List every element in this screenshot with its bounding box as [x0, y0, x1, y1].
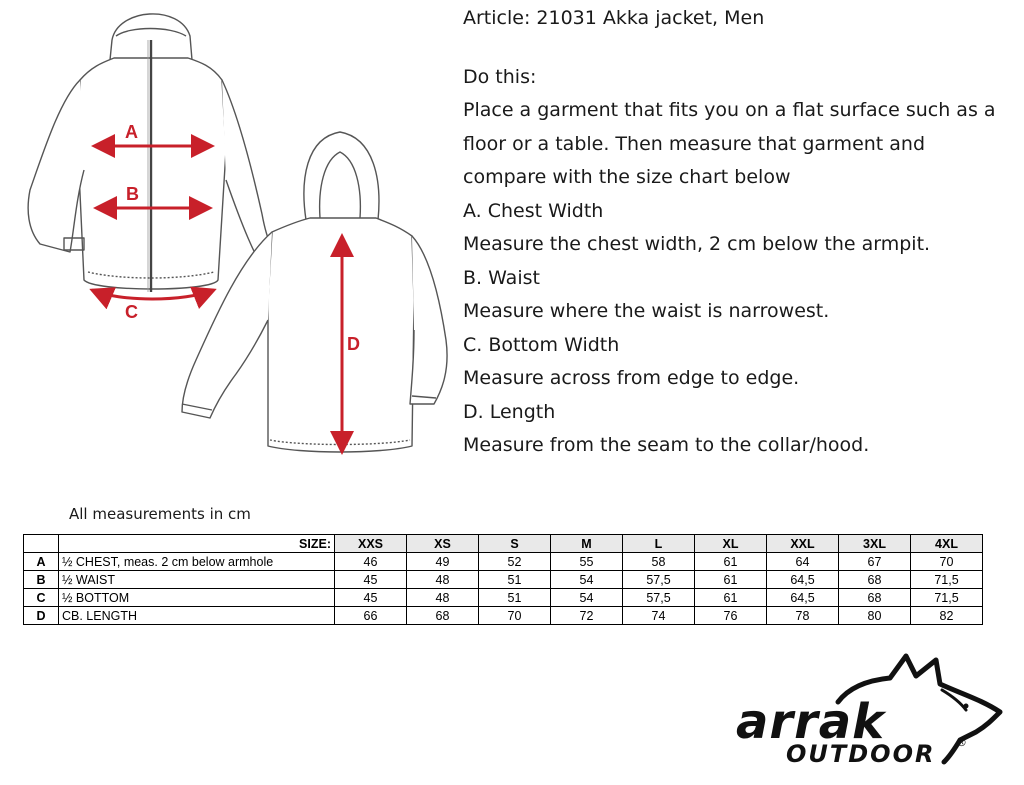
table-cell: 45	[335, 571, 407, 589]
table-cell: 74	[623, 607, 695, 625]
instruction-line: Measure the chest width, 2 cm below the armpit.	[463, 233, 931, 255]
instruction-heading-bottom: C. Bottom Width	[463, 333, 620, 356]
table-cell: 64	[767, 553, 839, 571]
arrak-outdoor-logo	[730, 650, 1010, 770]
instruction-line: Measure where the waist is narrowest.	[463, 300, 830, 322]
row-description: ½ CHEST, meas. 2 cm below armhole	[59, 553, 335, 571]
size-header: 3XL	[839, 535, 911, 553]
row-description: CB. LENGTH	[59, 607, 335, 625]
instruction-line: Measure from the seam to the collar/hood.	[463, 434, 870, 456]
bottom-arrow	[92, 290, 214, 299]
table-cell: 78	[767, 607, 839, 625]
size-header: L	[623, 535, 695, 553]
table-cell: 49	[407, 553, 479, 571]
instruction-line: floor or a table. Then measure that garment and	[463, 132, 926, 155]
instruction-line: Measure across from edge to edge.	[463, 367, 800, 389]
size-chart-table	[23, 534, 983, 625]
table-cell: 70	[479, 607, 551, 625]
table-row	[24, 571, 983, 589]
article-title: Article: 21031 Akka jacket, Men	[463, 7, 765, 29]
row-description: ½ BOTTOM	[59, 589, 335, 607]
table-cell: 68	[839, 571, 911, 589]
table-cell: 54	[551, 571, 623, 589]
table-row	[24, 589, 983, 607]
table-cell: 61	[695, 571, 767, 589]
table-cell: 54	[551, 589, 623, 607]
row-code: B	[24, 571, 59, 589]
table-cell: 58	[623, 553, 695, 571]
table-cell: 64,5	[767, 589, 839, 607]
jacket-measurement-illustration	[0, 0, 460, 500]
table-cell: 57,5	[623, 571, 695, 589]
label-d: D	[347, 334, 360, 354]
size-header: XL	[695, 535, 767, 553]
table-cell: 68	[839, 589, 911, 607]
instruction-heading-chest: A. Chest Width	[463, 199, 604, 222]
size-header: M	[551, 535, 623, 553]
size-label: SIZE:	[59, 535, 335, 553]
table-cell: 80	[839, 607, 911, 625]
table-cell: 71,5	[911, 571, 983, 589]
table-cell: 70	[911, 553, 983, 571]
table-cell: 82	[911, 607, 983, 625]
row-code: A	[24, 553, 59, 571]
table-cell: 71,5	[911, 589, 983, 607]
table-cell: 51	[479, 571, 551, 589]
size-header: S	[479, 535, 551, 553]
table-cell: 52	[479, 553, 551, 571]
size-header: XS	[407, 535, 479, 553]
table-cell: 48	[407, 589, 479, 607]
label-b: B	[126, 184, 139, 204]
table-header-row	[24, 535, 983, 553]
logo-sub-text: OUTDOOR	[786, 740, 936, 768]
logo-brand-text: arrak	[736, 694, 886, 750]
table-cell: 68	[407, 607, 479, 625]
instruction-line: compare with the size chart below	[463, 166, 791, 188]
row-code: D	[24, 607, 59, 625]
instruction-line: Do this:	[463, 65, 537, 88]
table-header-corner	[24, 535, 59, 553]
table-row	[24, 553, 983, 571]
table-cell: 46	[335, 553, 407, 571]
instruction-heading-length: D. Length	[463, 400, 556, 423]
table-cell: 57,5	[623, 589, 695, 607]
table-cell: 67	[839, 553, 911, 571]
table-cell: 55	[551, 553, 623, 571]
table-cell: 48	[407, 571, 479, 589]
table-row	[24, 607, 983, 625]
table-cell: 45	[335, 589, 407, 607]
size-header: XXL	[767, 535, 839, 553]
size-header: XXS	[335, 535, 407, 553]
label-a: A	[125, 122, 138, 142]
size-header: 4XL	[911, 535, 983, 553]
units-note: All measurements in cm	[69, 505, 251, 523]
table-cell: 72	[551, 607, 623, 625]
table-cell: 76	[695, 607, 767, 625]
registered-mark: ®	[956, 736, 967, 749]
table-cell: 64,5	[767, 571, 839, 589]
instruction-line: Place a garment that fits you on a flat surface such as a	[463, 99, 996, 121]
table-cell: 51	[479, 589, 551, 607]
table-cell: 61	[695, 553, 767, 571]
row-description: ½ WAIST	[59, 571, 335, 589]
instructions-panel	[463, 2, 1018, 463]
table-cell: 61	[695, 589, 767, 607]
table-cell: 66	[335, 607, 407, 625]
instruction-heading-waist: B. Waist	[463, 266, 540, 289]
label-c: C	[125, 302, 138, 322]
row-code: C	[24, 589, 59, 607]
